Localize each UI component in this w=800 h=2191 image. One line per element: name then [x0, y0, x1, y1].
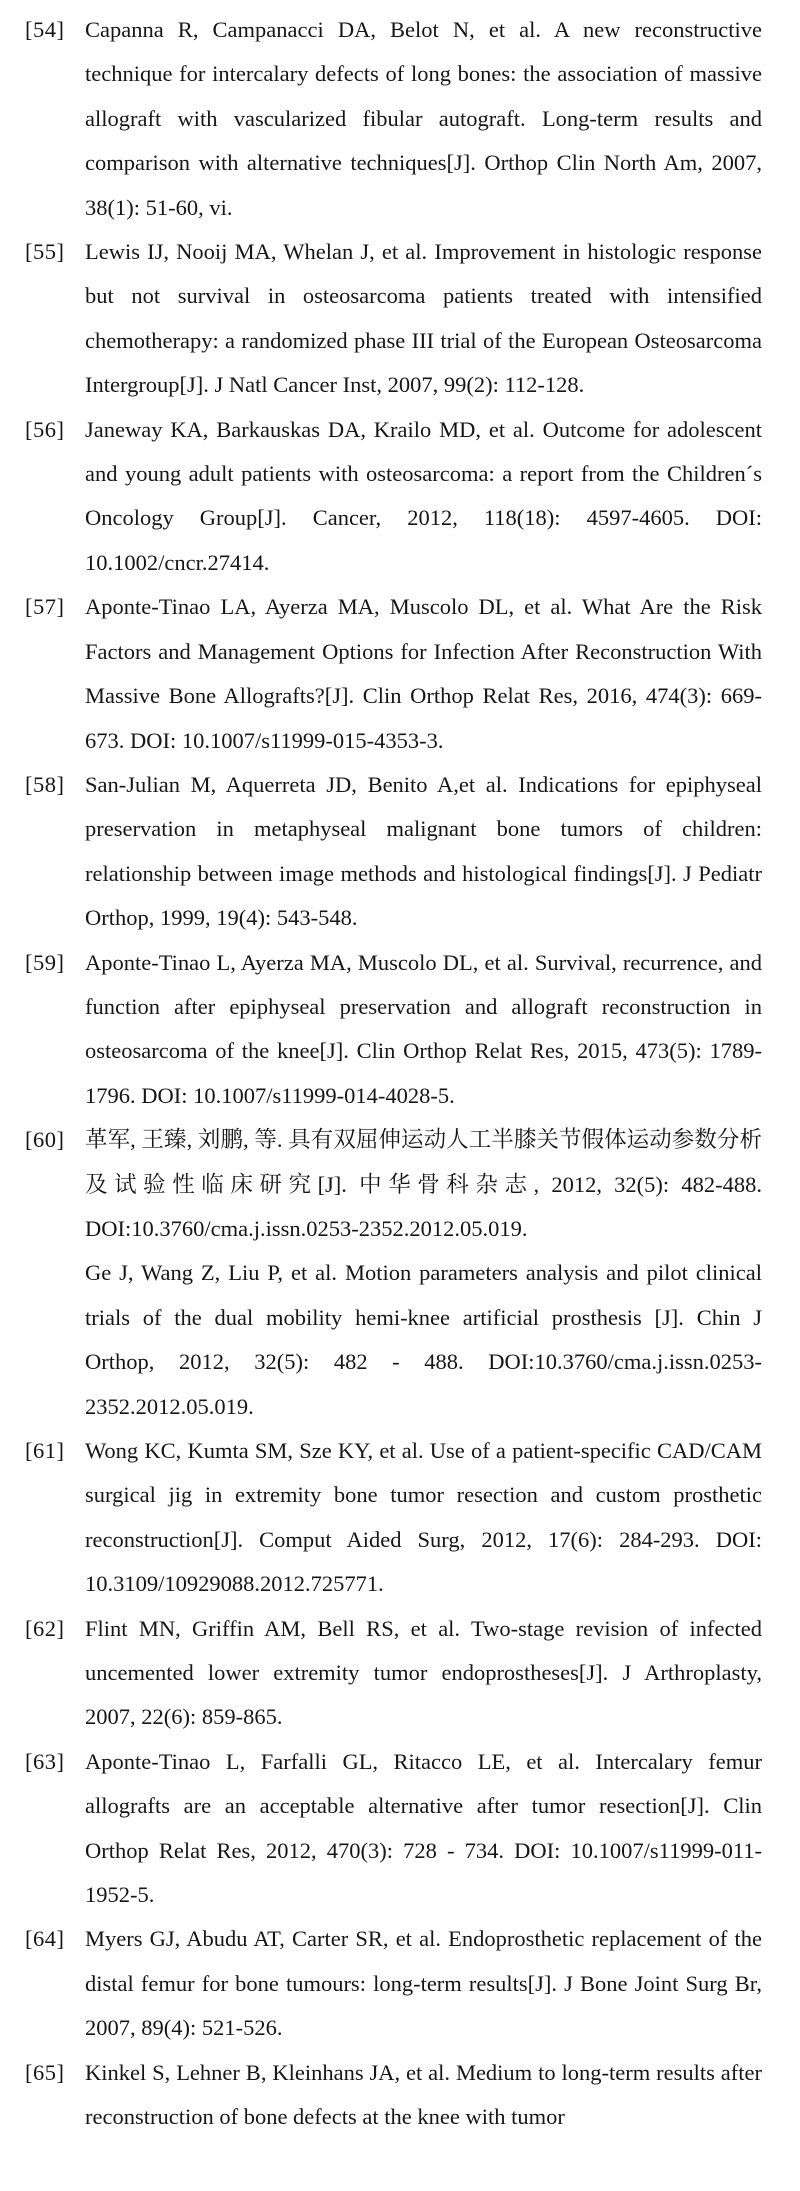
reference-number: [62]	[25, 1615, 65, 1641]
reference-body	[85, 408, 762, 586]
reference-number: [59]	[25, 949, 65, 975]
reference-text: Wong KC, Kumta SM, Sze KY, et al. Use of a patient-specific CAD/CAM surgical jig in extremity bone tumor resection and custom prosthetic reconstruction[J]. Comput Aided Surg, 2012, 17(6): 284-293. DOI: 10.3109/10929088.2012.725771.	[85, 1438, 762, 1597]
reference-list	[25, 8, 762, 2140]
reference-number: [63]	[25, 1748, 65, 1774]
reference-item	[25, 230, 762, 408]
reference-body	[85, 1429, 762, 1607]
reference-number: [65]	[25, 2059, 65, 2085]
reference-item	[25, 408, 762, 586]
reference-text: Kinkel S, Lehner B, Kleinhans JA, et al. Medium to long-term results after reconstruction of bone defects at the knee with tumor	[85, 2059, 762, 2130]
reference-item	[25, 8, 762, 230]
reference-text: 革军, 王臻, 刘鹏, 等. 具有双屈伸运动人工半膝关节假体运动参数分析及试验性临床研究[J]. 中华骨科杂志, 2012, 32(5): 482-488. DOI:10.3760/cma.j.issn.0253-2352.2012.05.019.	[85, 1127, 762, 1241]
reference-number: [57]	[25, 594, 65, 620]
reference-body	[85, 8, 762, 230]
reference-text: Ge J, Wang Z, Liu P, et al. Motion parameters analysis and pilot clinical trials of the dual mobility hemi-knee artificial prosthesis [J]. Chin J Orthop, 2012, 32(5): 482 - 488. DOI:10.3760/cma.j.issn.0253-2352.2012.05.019.	[85, 1260, 762, 1419]
reference-item	[25, 1740, 762, 1918]
reference-body	[85, 763, 762, 941]
reference-number: [61]	[25, 1438, 65, 1463]
reference-body	[85, 585, 762, 763]
reference-number: [64]	[25, 1926, 65, 1952]
reference-body	[85, 1740, 762, 1918]
reference-body	[85, 1118, 762, 1429]
reference-text: Lewis IJ, Nooij MA, Whelan J, et al. Improvement in histologic response but not survival in osteosarcoma patients treated with intensified chemotherapy: a randomized phase III trial of the European Osteosarcoma Intergroup[J]. J Natl Cancer Inst, 2007, 99(2): 112-128.	[85, 239, 762, 398]
reference-body	[85, 2051, 762, 2140]
reference-text: Flint MN, Griffin AM, Bell RS, et al. Two-stage revision of infected uncemented lower extremity tumor endoprostheses[J]. J Arthroplasty, 2007, 22(6): 859-865.	[85, 1615, 762, 1730]
reference-body	[85, 941, 762, 1119]
reference-item	[25, 763, 762, 941]
reference-item	[25, 2051, 762, 2140]
reference-item	[25, 1118, 762, 1429]
reference-item	[25, 1429, 762, 1607]
reference-text: Aponte-Tinao L, Farfalli GL, Ritacco LE, et al. Intercalary femur allografts are an acceptable alternative after tumor resection[J]. Clin Orthop Relat Res, 2012, 470(3): 728 - 734. DOI: 10.1007/s11999-011-1952-5.	[85, 1748, 762, 1908]
reference-number: [56]	[25, 416, 65, 442]
reference-number: [58]	[25, 771, 65, 797]
reference-number: [55]	[25, 239, 65, 265]
reference-body	[85, 1917, 762, 2050]
reference-item	[25, 585, 762, 763]
reference-text: Aponte-Tinao L, Ayerza MA, Muscolo DL, et al. Survival, recurrence, and function after epiphyseal preservation and allograft reconstruction in osteosarcoma of the knee[J]. Clin Orthop Relat Res, 2015, 473(5): 1789-1796. DOI: 10.1007/s11999-014-4028-5.	[85, 949, 762, 1108]
reference-item	[25, 1607, 762, 1740]
reference-text: Capanna R, Campanacci DA, Belot N, et al. A new reconstructive technique for intercalary defects of long bones: the association of massive allograft with vascularized fibular autograft. Long-term results and comparison with alternative techniques[J]. Orthop Clin North Am, 2007, 38(1): 51-60, vi.	[85, 17, 762, 220]
reference-item	[25, 941, 762, 1119]
reference-text: Myers GJ, Abudu AT, Carter SR, et al. Endoprosthetic replacement of the distal femur for bone tumours: long-term results[J]. J Bone Joint Surg Br, 2007, 89(4): 521-526.	[85, 1926, 762, 2041]
reference-body	[85, 1607, 762, 1740]
reference-text: Aponte-Tinao LA, Ayerza MA, Muscolo DL, et al. What Are the Risk Factors and Management Options for Infection After Reconstruction With Massive Bone Allografts?[J]. Clin Orthop Relat Res, 2016, 474(3): 669-673. DOI: 10.1007/s11999-015-4353-3.	[85, 594, 762, 753]
reference-text: Janeway KA, Barkauskas DA, Krailo MD, et al. Outcome for adolescent and young adult patients with osteosarcoma: a report from the Children´s Oncology Group[J]. Cancer, 2012, 118(18): 4597-4605. DOI: 10.1002/cncr.27414.	[85, 416, 762, 575]
reference-number: [60]	[25, 1127, 65, 1153]
reference-item	[25, 1917, 762, 2050]
reference-number: [54]	[25, 17, 65, 42]
reference-body	[85, 230, 762, 408]
reference-text: San-Julian M, Aquerreta JD, Benito A,et al. Indications for epiphyseal preservation in metaphyseal malignant bone tumors of children: relationship between image methods and histological findings[J]. J Pediatr Orthop, 1999, 19(4): 543-548.	[85, 771, 762, 931]
